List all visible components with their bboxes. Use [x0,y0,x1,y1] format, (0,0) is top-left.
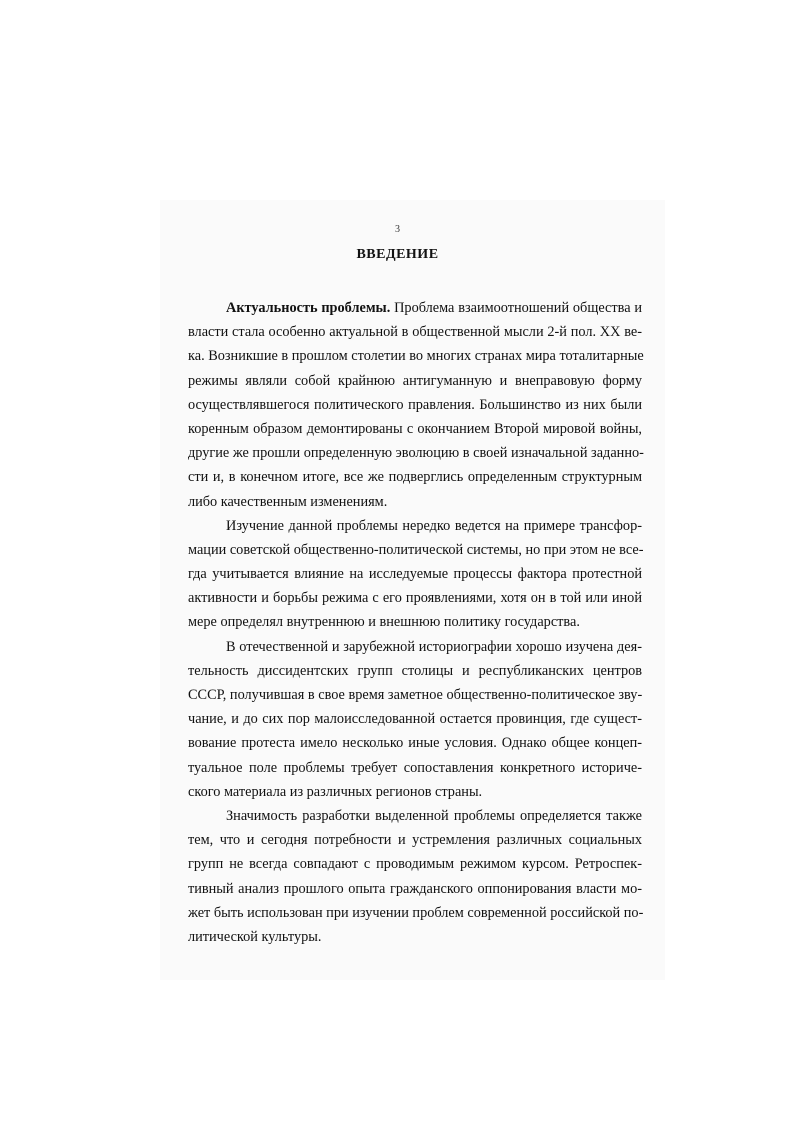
text-line: Изучение данной проблемы нередко ведется на примере трансфор- [226,517,642,534]
text-line: литической культуры. [188,928,322,945]
text-line: чание, и до сих пор малоисследованной остается провинция, где сущест- [188,711,642,728]
text-line: тем, что и сегодня потребности и устремления различных социальных [188,832,642,849]
text-line: режимы являли собой крайнюю антигуманную и внеправовую форму [188,372,642,389]
text-line: ка. Возникшие в прошлом столетии во многих странах мира тоталитарные [188,348,644,365]
text-line: либо качественным изменениям. [188,493,388,510]
text-line: власти стала особенно актуальной в общественной мысли 2-й пол. XX ве- [188,324,642,341]
text-line: вование протеста имело несколько иные условия. Однако общее концеп- [188,735,642,752]
text-line: В отечественной и зарубежной историографии хорошо изучена дея- [226,638,642,655]
text-line: ского материала из различных регионов страны. [188,783,483,800]
text-line: тельность диссидентских групп столицы и республиканских центров [188,662,642,679]
text-line: другие же прошли определенную эволюцию в своей изначальной заданно- [188,445,644,462]
text-line: тивный анализ прошлого опыта гражданского оппонирования власти мо- [188,880,642,897]
section-heading: ВВЕДЕНИЕ [356,247,439,262]
paragraph-relevance [188,296,642,514]
text-line: туальное поле проблемы требует сопоставления конкретного историче- [188,759,642,776]
page-number: 3 [395,224,400,235]
paragraph-significance [188,804,642,949]
text-line: СССР, получившая в свое время заметное общественно-политическое зву- [188,687,643,703]
text-line: мации советской общественно-политической системы, но при этом не все- [188,541,644,558]
text-line: осуществлявшегося политического правления. Большинство из них были [188,396,642,413]
text-line: коренным образом демонтированы с окончанием Второй мировой войны, [188,420,642,437]
lead-phrase: Актуальность проблемы. [226,300,391,316]
text-line: Актуальность проблемы. Проблема взаимоотношений общества и [226,300,642,316]
text-line: мере определял внутреннюю и внешнюю политику государства. [188,614,580,631]
text-line: групп не всегда совпадают с проводимым режимом курсом. Ретроспек- [188,856,642,873]
text-line: гда учитывается влияние на исследуемые процессы фактора протестной [188,566,642,583]
paragraph-study [188,514,642,635]
text-line: сти и, в конечном итоге, все же подверглись определенным структурным [188,469,642,486]
paragraph-historiography [188,635,642,804]
text-line: активности и борьбы режима с его проявлениями, хотя он в той или иной [188,590,642,607]
body-text [188,296,642,949]
text-line: Значимость разработки выделенной проблемы определяется также [226,807,642,824]
text-line: жет быть использован при изучении проблем современной российской по- [188,904,644,921]
